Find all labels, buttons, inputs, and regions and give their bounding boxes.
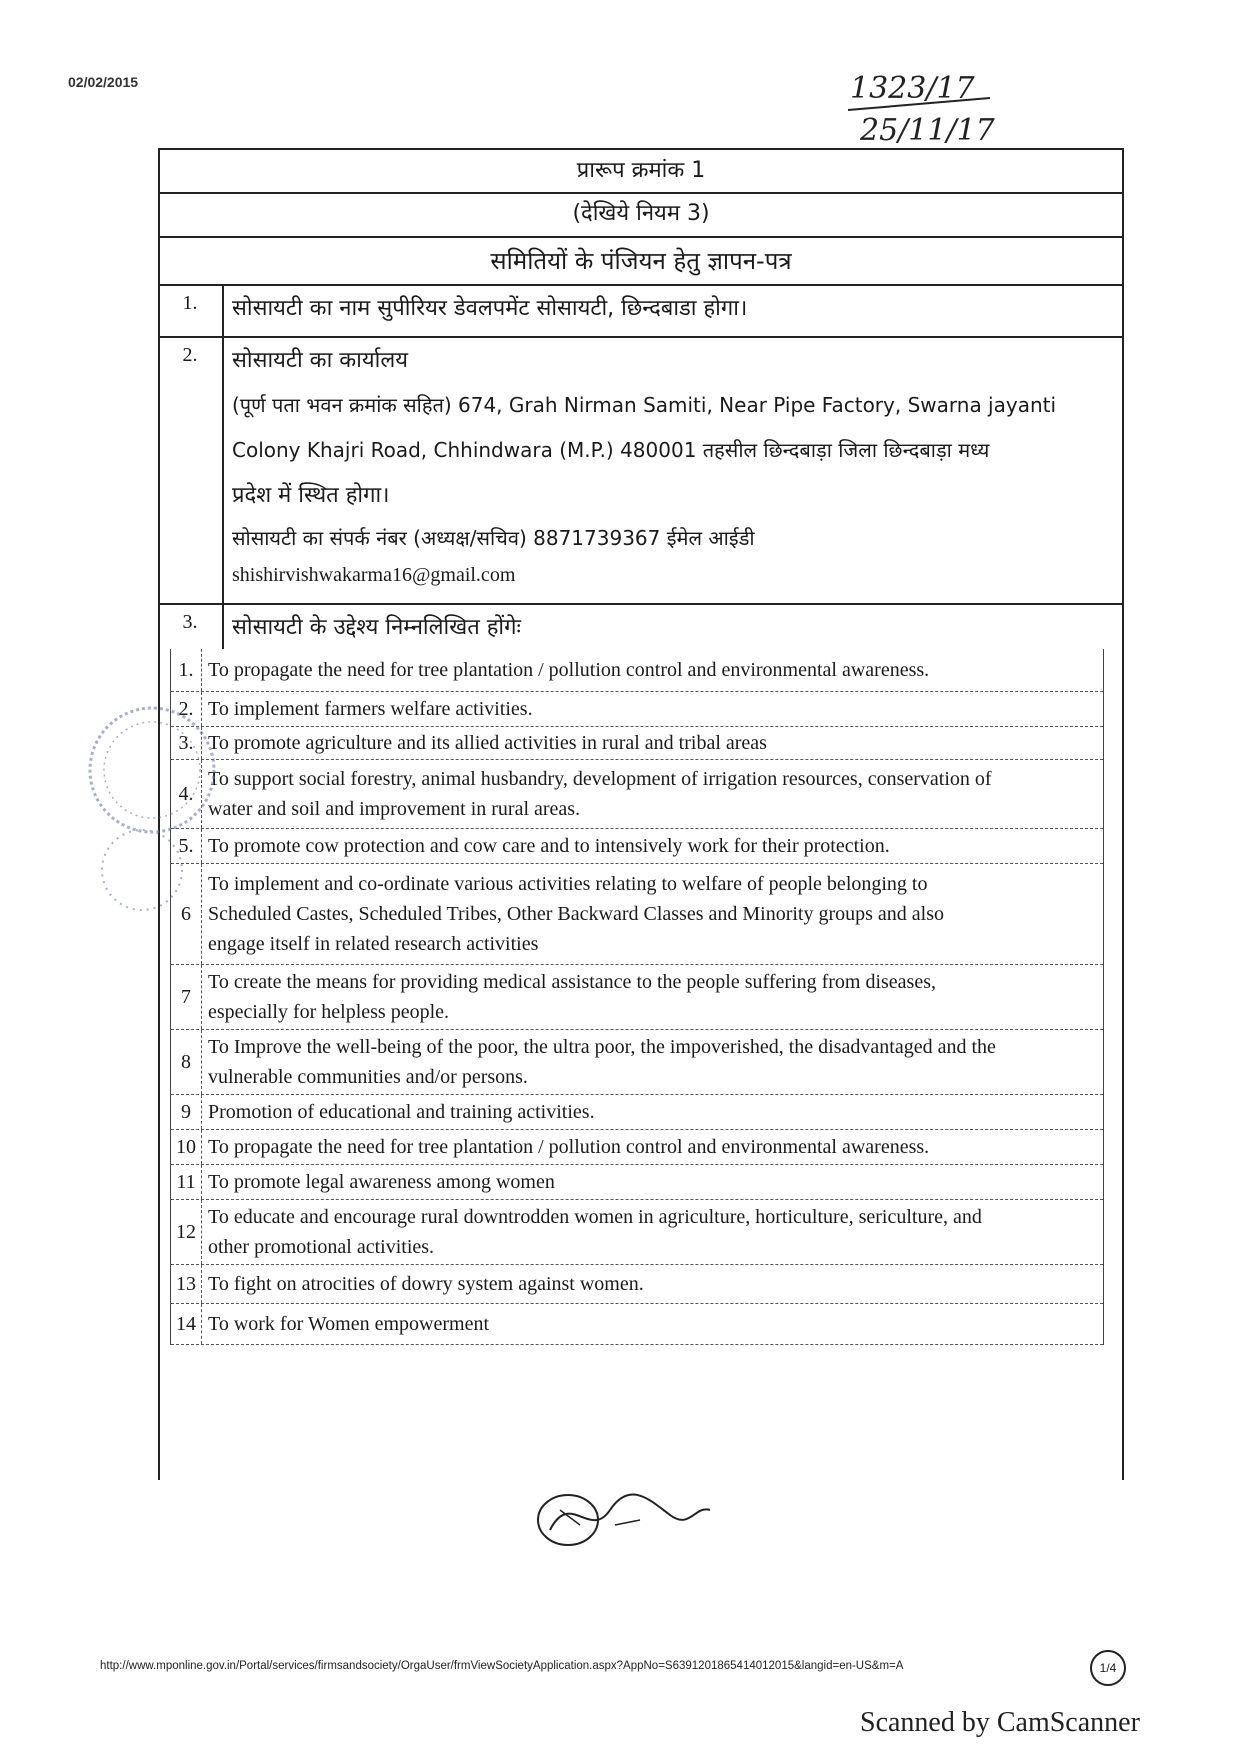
objectives-table bbox=[170, 649, 1104, 1345]
objective-line: To fight on atrocities of dowry system against women. bbox=[208, 1273, 644, 1295]
objective-row bbox=[171, 692, 1103, 727]
section-number: 2. bbox=[182, 344, 198, 366]
objective-row bbox=[171, 965, 1103, 1030]
objective-row bbox=[171, 1095, 1103, 1130]
objective-number: 14 bbox=[171, 1304, 202, 1344]
objective-number: 8 bbox=[171, 1030, 202, 1094]
objective-row bbox=[171, 1165, 1103, 1200]
objective-number: 10 bbox=[171, 1130, 202, 1164]
objective-text bbox=[202, 1095, 595, 1129]
objective-text bbox=[202, 1130, 929, 1164]
objective-row bbox=[171, 864, 1103, 965]
email-address: shishirvishwakarma16@gmail.com bbox=[232, 564, 516, 586]
address-line-2: Colony Khajri Road, Chhindwara (M.P.) 480001 तहसील छिन्दबाड़ा जिला छिन्दबाड़ा मध्य bbox=[232, 438, 990, 462]
handwritten-date: 25/11/17 bbox=[860, 113, 995, 148]
objectives-heading: सोसायटी के उद्देश्य निम्नलिखित होंगेः bbox=[232, 615, 521, 640]
objective-text bbox=[202, 649, 929, 691]
objective-text bbox=[202, 760, 992, 828]
objective-number: 3. bbox=[171, 727, 202, 759]
objective-row bbox=[171, 1265, 1103, 1304]
document-date: 02/02/2015 bbox=[68, 74, 139, 90]
address-line-1: (पूर्ण पता भवन क्रमांक सहित) 674, Grah Nirman Samiti, Near Pipe Factory, Swarna jayanti bbox=[232, 393, 1057, 417]
contact-line: सोसायटी का संपर्क नंबर (अध्यक्ष/सचिव) 8871739367 ईमेल आईडी bbox=[232, 526, 755, 550]
objective-number: 5. bbox=[171, 829, 202, 863]
objective-number: 12 bbox=[171, 1200, 202, 1264]
objective-line: To create the means for providing medical assistance to the people suffering from diseases, bbox=[208, 971, 936, 993]
objective-row bbox=[171, 649, 1103, 692]
objective-line: To support social forestry, animal husbandry, development of irrigation resources, conservation of bbox=[208, 768, 992, 790]
objective-line: To work for Women empowerment bbox=[208, 1313, 489, 1335]
society-name: सोसायटी का नाम सुपीरियर डेवलपमेंट सोसायटी, छिन्दबाडा होगा। bbox=[232, 296, 748, 321]
objective-line: To propagate the need for tree plantation / pollution control and environmental awareness. bbox=[208, 659, 930, 681]
objective-number: 13 bbox=[171, 1265, 202, 1303]
section-number: 3. bbox=[182, 611, 198, 633]
objective-number: 6 bbox=[171, 864, 202, 964]
objective-line: engage itself in related research activities bbox=[208, 933, 539, 955]
objective-line: To implement and co-ordinate various activities relating to welfare of people belonging to bbox=[208, 873, 928, 895]
form-title: प्रारूप क्रमांक 1 bbox=[160, 148, 1122, 194]
objective-text bbox=[202, 1304, 489, 1344]
objective-text bbox=[202, 1265, 644, 1303]
objective-number: 7 bbox=[171, 965, 202, 1029]
rubber-stamp bbox=[82, 680, 292, 940]
objective-row bbox=[171, 727, 1103, 760]
objective-line: other promotional activities. bbox=[208, 1236, 435, 1258]
page-number-badge: 1/4 bbox=[1090, 1650, 1126, 1686]
objective-line: To propagate the need for tree plantation / pollution control and environmental awareness. bbox=[208, 1136, 930, 1158]
objective-row bbox=[171, 1130, 1103, 1165]
objective-number: 4. bbox=[171, 760, 202, 828]
objective-number: 1. bbox=[171, 649, 202, 691]
handwritten-note bbox=[840, 60, 1020, 150]
objective-line: To Improve the well-being of the poor, the ultra poor, the impoverished, the disadvantaged and the bbox=[208, 1036, 996, 1058]
section-number: 1. bbox=[182, 292, 198, 314]
signature bbox=[520, 1480, 720, 1550]
objective-line: water and soil and improvement in rural areas. bbox=[208, 798, 581, 820]
objective-row bbox=[171, 829, 1103, 864]
objective-line: especially for helpless people. bbox=[208, 1001, 450, 1023]
address-line-3: प्रदेश में स्थित होगा। bbox=[232, 483, 390, 508]
objective-number: 11 bbox=[171, 1165, 202, 1199]
objective-text bbox=[202, 864, 944, 964]
section-2 bbox=[160, 338, 1122, 605]
objective-text bbox=[202, 1165, 555, 1199]
section-1 bbox=[160, 286, 1122, 338]
objective-number: 2. bbox=[171, 692, 202, 726]
objective-row bbox=[171, 1030, 1103, 1095]
registration-form bbox=[158, 148, 1124, 1480]
objective-line: Promotion of educational and training activities. bbox=[208, 1101, 595, 1123]
objective-line: To implement farmers welfare activities. bbox=[208, 698, 533, 720]
objective-text bbox=[202, 1030, 996, 1094]
office-heading: सोसायटी का कार्यालय bbox=[232, 348, 408, 373]
objective-row bbox=[171, 1200, 1103, 1265]
form-subject: समितियों के पंजियन हेतु ज्ञापन-पत्र bbox=[160, 238, 1122, 286]
objective-line: To promote legal awareness among women bbox=[208, 1171, 555, 1193]
objective-line: Scheduled Castes, Scheduled Tribes, Other Backward Classes and Minority groups and also bbox=[208, 903, 945, 925]
objective-text bbox=[202, 829, 890, 863]
scanner-watermark: Scanned by CamScanner bbox=[860, 1707, 1140, 1738]
handwritten-number: 1323/17 bbox=[850, 71, 975, 106]
objective-line: vulnerable communities and/or persons. bbox=[208, 1066, 528, 1088]
objective-number: 9 bbox=[171, 1095, 202, 1129]
form-rule-ref: (देखिये नियम 3) bbox=[160, 192, 1122, 238]
objective-text bbox=[202, 965, 936, 1029]
objective-line: To educate and encourage rural downtrodden women in agriculture, horticulture, sericulture, and bbox=[208, 1206, 982, 1228]
section-3 bbox=[160, 605, 1122, 649]
objective-row bbox=[171, 1304, 1103, 1345]
objective-line: To promote agriculture and its allied activities in rural and tribal areas bbox=[208, 732, 767, 754]
objective-line: To promote cow protection and cow care and to intensively work for their protection. bbox=[208, 835, 890, 857]
objective-text bbox=[202, 1200, 982, 1264]
source-url: http://www.mponline.gov.in/Portal/services/firmsandsociety/OrgaUser/frmViewSocietyApplication.aspx?AppNo=S639120186541401201​5&langid=en-US&m=A bbox=[100, 1660, 904, 1672]
objective-row bbox=[171, 760, 1103, 829]
